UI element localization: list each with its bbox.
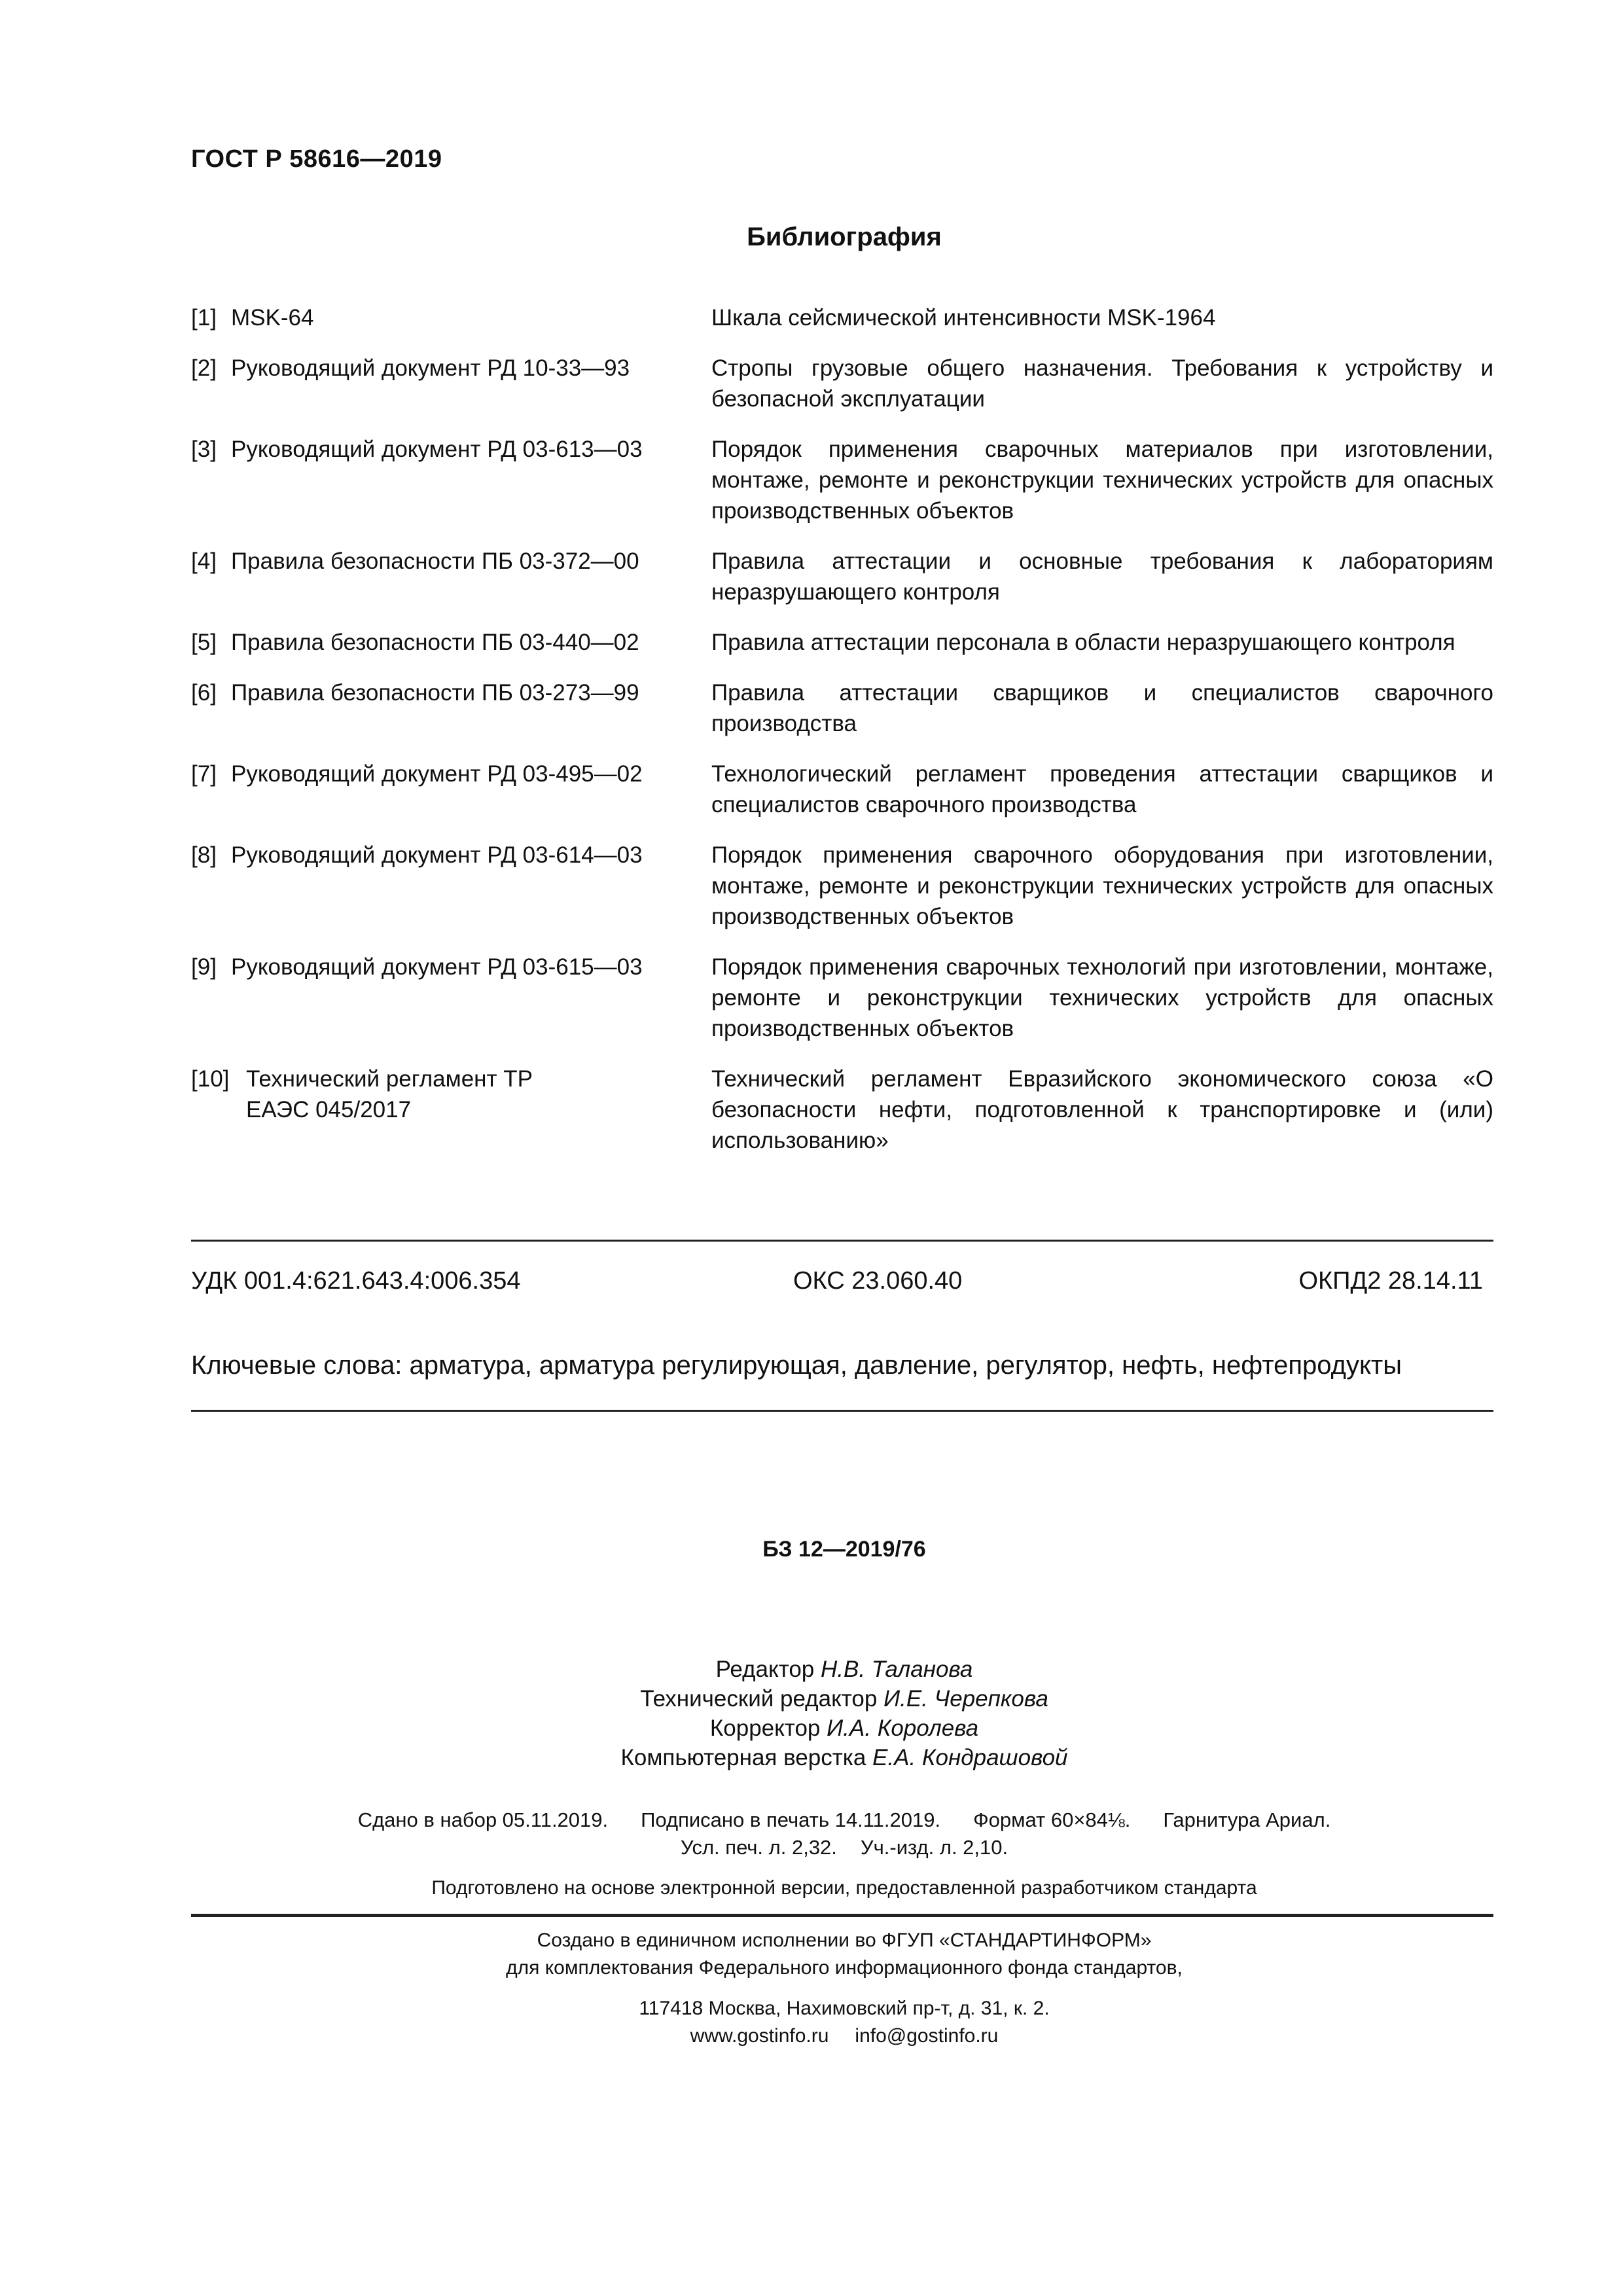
editor-role: Технический редактор xyxy=(640,1686,878,1712)
publication-sheets: Уч.-изд. л. 2,10. xyxy=(860,1836,1008,1859)
footer-line: Создано в единичном исполнении во ФГУП «СТАНДАРТИНФОРМ» xyxy=(537,1929,1152,1951)
bibliography-entry xyxy=(191,840,1493,932)
entry-description: Технологический регламент проведения аттестации сварщиков и специалистов сварочного производства xyxy=(711,761,1493,817)
divider-top xyxy=(191,1240,1493,1242)
oks-code: ОКС 23.060.40 xyxy=(793,1267,963,1295)
entry-description: Правила аттестации и основные требования к лабораториям неразрушающего контроля xyxy=(711,548,1493,605)
editor-role: Редактор xyxy=(715,1657,815,1682)
publisher-footer xyxy=(0,1927,1623,2050)
entry-description: Технический регламент Евразийского экономического союза «О безопасности нефти, подготовленной к транспортировке и (или) использованию» xyxy=(711,1066,1493,1153)
bibliography-list xyxy=(191,302,1493,1175)
entry-description: Порядок применения сварочного оборудования при изготовлении, монтаже, ремонте и реконструкции технических устройств для опасных производственных объектов xyxy=(711,842,1493,929)
entry-description: Стропы грузовые общего назначения. Требования к устройству и безопасной эксплуатации xyxy=(711,355,1493,412)
entry-name: Руководящий документ РД 03-613—03 xyxy=(231,437,643,462)
bibliography-entry xyxy=(191,434,1493,526)
website-link[interactable]: www.gostinfo.ru xyxy=(690,2025,829,2047)
entry-number: [5] xyxy=(191,630,217,655)
editor-line xyxy=(0,1655,1623,1684)
print-info xyxy=(0,1806,1623,1861)
entry-name: Правила безопасности ПБ 03-440—02 xyxy=(231,630,639,655)
bibliography-entry xyxy=(191,353,1493,414)
classification-row xyxy=(191,1267,1493,1300)
entry-number: [3] xyxy=(191,437,217,462)
entry-description: Правила аттестации персонала в области неразрушающего контроля xyxy=(711,630,1455,655)
entry-description: Порядок применения сварочных технологий при изготовлении, монтаже, ремонте и реконструкции технических устройств для опасных производственных объектов xyxy=(711,954,1493,1041)
entry-number: [6] xyxy=(191,680,217,706)
prepared-note: Подготовлено на основе электронной версии, предоставленной разработчиком стандарта xyxy=(431,1877,1257,1899)
entry-name: Руководящий документ РД 03-614—03 xyxy=(231,842,643,868)
bibliography-entry xyxy=(191,302,1493,333)
entry-number: [10] xyxy=(191,1066,230,1092)
bz-number: БЗ 12—2019/76 xyxy=(762,1537,926,1562)
editor-line xyxy=(0,1713,1623,1743)
keywords-line: Ключевые слова: арматура, арматура регулирующая, давление, регулятор, нефть, нефтепродукты xyxy=(191,1351,1402,1380)
entry-name: Правила безопасности ПБ 03-372—00 xyxy=(231,548,639,574)
entry-name: Технический регламент ТР ЕАЭС 045/2017 xyxy=(246,1066,533,1122)
print-format: Формат 60×84⅛. xyxy=(973,1808,1131,1831)
bibliography-entry xyxy=(191,677,1493,739)
entry-number: [1] xyxy=(191,305,217,331)
bibliography-entry xyxy=(191,546,1493,607)
editor-name: Н.В. Таланова xyxy=(821,1657,973,1682)
bibliography-title: Библиография xyxy=(747,223,942,251)
okpd-code: ОКПД2 28.14.11 xyxy=(1298,1267,1483,1295)
entry-name: MSK-64 xyxy=(231,305,314,331)
document-code: ГОСТ Р 58616—2019 xyxy=(191,145,442,173)
entry-name: Правила безопасности ПБ 03-273—99 xyxy=(231,680,639,706)
entry-name: Руководящий документ РД 03-615—03 xyxy=(231,954,643,980)
divider-keywords xyxy=(191,1410,1493,1412)
entry-number: [9] xyxy=(191,954,217,980)
editor-line xyxy=(0,1684,1623,1713)
footer-address: 117418 Москва, Нахимовский пр-т, д. 31, к. 2. xyxy=(639,1998,1050,2019)
divider-footer xyxy=(191,1914,1493,1917)
editor-name: И.Е. Черепкова xyxy=(883,1686,1048,1712)
editor-line xyxy=(0,1743,1623,1772)
editor-name: И.А. Королева xyxy=(827,1715,979,1741)
bibliography-entry xyxy=(191,627,1493,658)
entry-number: [4] xyxy=(191,548,217,574)
editor-name: Е.А. Кондрашовой xyxy=(872,1745,1068,1770)
signed-date: Подписано в печать 14.11.2019. xyxy=(641,1808,941,1831)
entry-description: Правила аттестации сварщиков и специалистов сварочного производства xyxy=(711,680,1493,736)
entry-number: [2] xyxy=(191,355,217,381)
editor-role: Корректор xyxy=(709,1715,821,1741)
typeface: Гарнитура Ариал. xyxy=(1163,1808,1331,1831)
entry-description: Порядок применения сварочных материалов при изготовлении, монтаже, ремонте и реконструкции технических устройств для опасных производственных объектов xyxy=(711,437,1493,524)
print-sheets: Усл. печ. л. 2,32. xyxy=(680,1836,837,1859)
submitted-date: Сдано в набор 05.11.2019. xyxy=(357,1808,609,1831)
editors-block xyxy=(0,1655,1623,1772)
editor-role: Компьютерная верстка xyxy=(620,1745,866,1770)
entry-description: Шкала сейсмической интенсивности MSK-1964 xyxy=(711,305,1216,331)
footer-line: для комплектования Федерального информационного фонда стандартов, xyxy=(506,1957,1183,1979)
entry-name: Руководящий документ РД 03-495—02 xyxy=(231,761,643,787)
bibliography-entry xyxy=(191,952,1493,1044)
entry-number: [8] xyxy=(191,842,217,868)
entry-number: [7] xyxy=(191,761,217,787)
bibliography-entry xyxy=(191,1064,1493,1156)
udk-code: УДК 001.4:621.643.4:006.354 xyxy=(191,1267,521,1295)
entry-name: Руководящий документ РД 10-33—93 xyxy=(231,355,630,381)
email-link[interactable]: info@gostinfo.ru xyxy=(855,2025,999,2047)
bibliography-entry xyxy=(191,759,1493,820)
